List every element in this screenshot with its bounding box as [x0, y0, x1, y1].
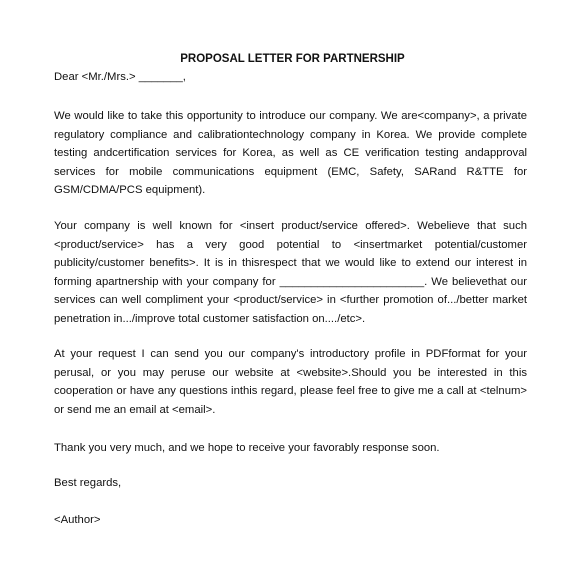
paragraph-introduction: We would like to take this opportunity to introduce our company. We are<company>, a private regulatory compliance and calibrationtechnology company in Korea. We provide complete testing andcertification services for Korea, as well as CE verification testing andapproval services for mobile communications equipment (EMC, Safety, SARand R&TTE for GSM/CDMA/PCS equipment).	[54, 110, 527, 197]
paragraph-contact-request: At your request I can send you our company's introductory profile in PDFformat for your perusal, or you may peruse our website at <website>.Should you be interested in this cooperation or have any questions inthis regard, please feel free to give me a call at <telnum> or send me an email at <email>.	[54, 348, 527, 416]
paragraph-partnership-proposal: Your company is well known for <insert product/service offered>. Webelieve that such <product/service> has a very good potential to <insertmarket potential/customer publicity/customer benefits>. It is in thisrespect that we would like to extend our interest in forming apartnership with your company for _______________________. We believethat our services can well compliment your <product/service> in <further promotion of.../better market penetration in.../improve total customer satisfaction on..../etc>.	[54, 220, 527, 325]
salutation: Dear <Mr./Mrs.> _______,	[54, 71, 186, 83]
closing-regards: Best regards,	[54, 477, 122, 489]
paragraph-thank-you: Thank you very much, and we hope to receive your favorably response soon.	[54, 442, 440, 454]
letter-title: PROPOSAL LETTER FOR PARTNERSHIP	[180, 53, 405, 65]
signature-author: <Author>	[54, 514, 101, 526]
